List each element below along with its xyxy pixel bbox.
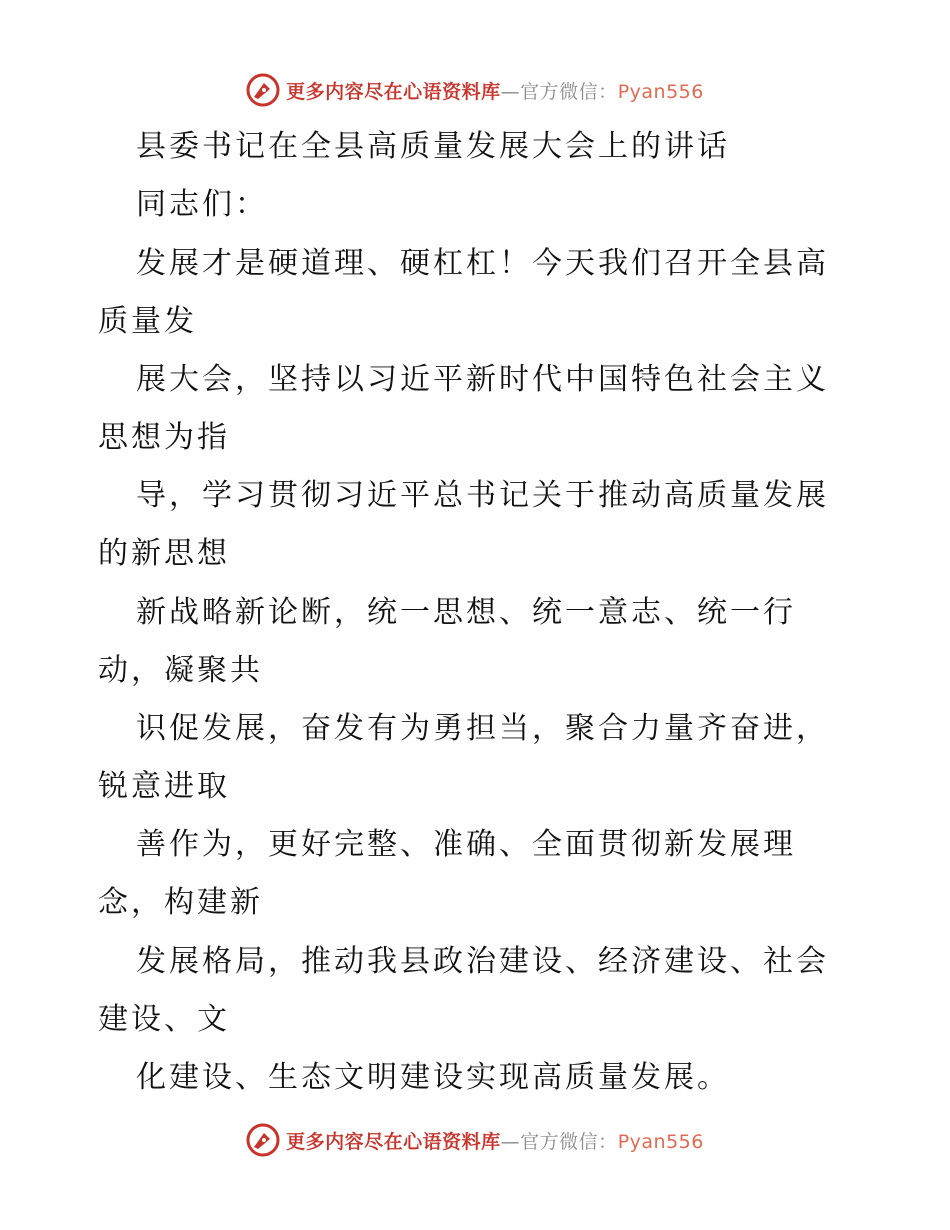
- paragraph-line: 质量发: [98, 304, 197, 339]
- paragraph-line: 新战略新论断，统一思想、统一意志、统一行: [136, 595, 796, 630]
- paragraph-line: 导，学习贯彻习近平总书记关于推动高质量发展: [136, 478, 829, 513]
- document-title: 县委书记在全县高质量发展大会上的讲话: [136, 129, 730, 164]
- paragraph-line: 思想为指: [98, 420, 230, 455]
- watermark-wechat-id: Pyan556: [617, 80, 704, 103]
- paragraph-line: 善作为，更好完整、准确、全面贯彻新发展理: [136, 827, 796, 862]
- watermark-separator: —: [500, 1130, 521, 1153]
- watermark-wechat-id: Pyan556: [617, 1130, 704, 1153]
- watermark-wechat-label: 官方微信：: [520, 80, 618, 103]
- paragraph-line: 化建设、生态文明建设实现高质量发展。: [136, 1060, 730, 1095]
- pen-nib-logo-icon: [246, 73, 280, 107]
- watermark-site-name: 更多内容尽在心语资料库: [286, 80, 501, 103]
- paragraph-line: 发展才是硬道理、硬杠杠！今天我们召开全县高: [136, 246, 829, 281]
- paragraph-line: 的新思想: [98, 536, 230, 571]
- paragraph-line: 识促发展，奋发有为勇担当，聚合力量齐奋进，: [136, 711, 829, 746]
- watermark-wechat-label: 官方微信：: [520, 1130, 618, 1153]
- header-watermark: [0, 70, 950, 110]
- paragraph-line: 发展格局，推动我县政治建设、经济建设、社会: [136, 944, 829, 979]
- watermark-separator: —: [500, 80, 521, 103]
- paragraph-line: 动，凝聚共: [98, 653, 263, 688]
- pen-nib-logo-icon: [246, 1123, 280, 1157]
- footer-watermark: [0, 1120, 950, 1160]
- paragraph-line: 锐意进取: [98, 769, 230, 804]
- paragraph-line: 展大会，坚持以习近平新时代中国特色社会主义: [136, 362, 829, 397]
- paragraph-line: 建设、文: [98, 1002, 230, 1037]
- watermark-site-name: 更多内容尽在心语资料库: [286, 1130, 501, 1153]
- salutation: 同志们：: [136, 187, 268, 222]
- paragraph-line: 念，构建新: [98, 885, 263, 920]
